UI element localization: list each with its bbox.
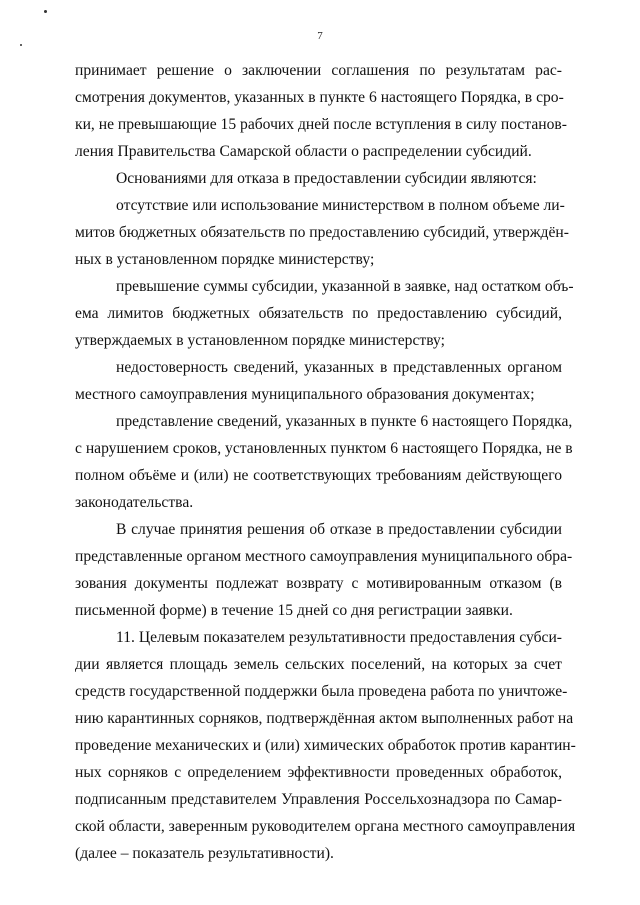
text-line: В случае принятия решения об отказе в предоставлении субсидии bbox=[116, 521, 562, 538]
text-line: отсутствие или использование министерством в полном объеме ли- bbox=[116, 197, 565, 214]
text-line: проведение механических и (или) химических обработок против карантин- bbox=[75, 737, 576, 754]
text-line: дии является площадь земель сельских поселений, на которых за счет bbox=[75, 656, 562, 673]
text-line: (далее – показатель результативности). bbox=[75, 845, 334, 862]
text-line: смотрения документов, указанных в пункте 6 настоящего Порядка, в сро- bbox=[75, 89, 564, 106]
scan-speck bbox=[44, 10, 47, 13]
text-line: законодательства. bbox=[75, 494, 194, 511]
text-line: с нарушением сроков, установленных пунктом 6 настоящего Порядка, не в bbox=[75, 440, 573, 457]
scan-speck bbox=[20, 44, 22, 46]
text-line: недостоверность сведений, указанных в представленных органом bbox=[116, 359, 562, 376]
text-line: полном объёме и (или) не соответствующих требованиям действующего bbox=[75, 467, 562, 484]
text-line: ления Правительства Самарской области о распределении субсидий. bbox=[75, 143, 532, 160]
text-line: ных сорняков с определением эффективности проведенных обработок, bbox=[75, 764, 562, 781]
text-line: подписанным представителем Управления Россельхознадзора по Самар- bbox=[75, 791, 562, 808]
text-line: ема лимитов бюджетных обязательств по предоставлению субсидий, bbox=[75, 305, 562, 322]
text-line: представленные органом местного самоуправления муниципального обра- bbox=[75, 548, 573, 565]
text-line: представление сведений, указанных в пункте 6 настоящего Порядка, bbox=[116, 413, 573, 430]
text-line: 11. Целевым показателем результативности предоставления субси- bbox=[116, 629, 562, 646]
text-line: нию карантинных сорняков, подтверждённая актом выполненных работ на bbox=[75, 710, 574, 727]
text-line: ки, не превышающие 15 рабочих дней после вступления в силу постанов- bbox=[75, 116, 567, 133]
text-line: превышение суммы субсидии, указанной в заявке, над остатком объ- bbox=[116, 278, 574, 295]
text-line: ской области, заверенным руководителем органа местного самоуправления bbox=[75, 818, 576, 835]
text-line: Основаниями для отказа в предоставлении субсидии являются: bbox=[116, 170, 537, 187]
page-number: 7 bbox=[317, 30, 323, 42]
text-line: митов бюджетных обязательств по предоставлению субсидий, утверждён- bbox=[75, 224, 569, 241]
text-line: средств государственной поддержки была проведена работа по уничтоже- bbox=[75, 683, 568, 700]
text-line: принимает решение о заключении соглашения по результатам рас- bbox=[75, 62, 562, 79]
text-line: зования документы подлежат возврату с мотивированным отказом (в bbox=[75, 575, 562, 592]
text-line: местного самоуправления муниципального образования документах; bbox=[75, 386, 535, 403]
text-line: утверждаемых в установленном порядке министерству; bbox=[75, 332, 445, 349]
text-line: ных в установленном порядке министерству; bbox=[75, 251, 375, 268]
text-line: письменной форме) в течение 15 дней со дня регистрации заявки. bbox=[75, 602, 513, 619]
